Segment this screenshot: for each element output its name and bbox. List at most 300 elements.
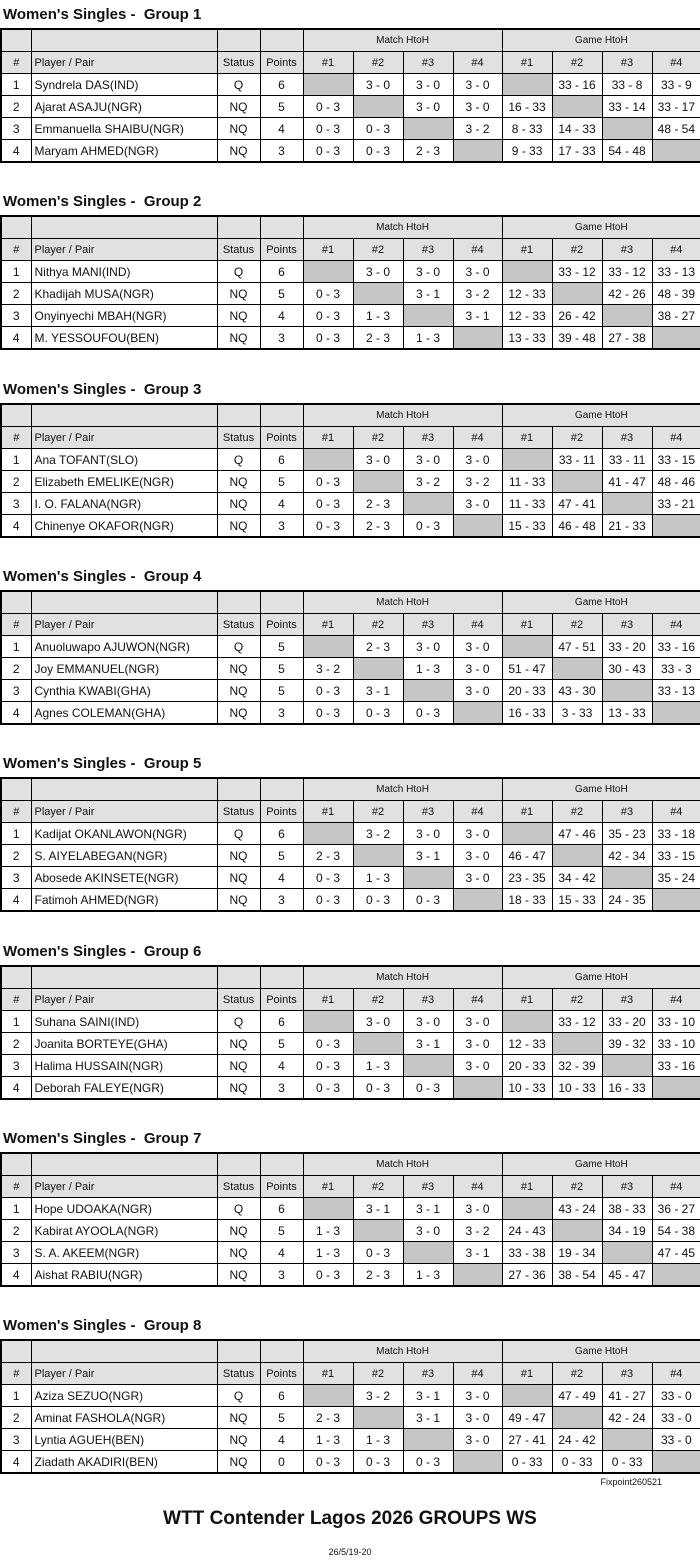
game-result-cell: 15 - 33	[552, 889, 602, 912]
match-result-cell: 3 - 1	[403, 845, 453, 867]
game-result-cell: 33 - 12	[602, 261, 652, 283]
game-result-cell: 8 - 33	[502, 118, 552, 140]
game-result-cell: 33 - 10	[652, 1011, 700, 1033]
header-spacer	[31, 778, 217, 801]
game-result-cell: 10 - 33	[552, 1077, 602, 1100]
player-header: Player / Pair	[31, 1176, 217, 1198]
match-result-cell: 3 - 0	[403, 1011, 453, 1033]
points-cell: 3	[260, 1077, 303, 1100]
game-result-cell: 33 - 15	[652, 449, 700, 471]
game-col-header: #4	[652, 1176, 700, 1198]
player-name: I. O. FALANA(NGR)	[31, 493, 217, 515]
rank-header: #	[1, 239, 31, 261]
points-header: Points	[260, 239, 303, 261]
match-col-header: #3	[403, 427, 453, 449]
game-result-cell: 47 - 41	[552, 493, 602, 515]
match-result-cell: 3 - 2	[353, 823, 403, 845]
player-name: Chinenye OKAFOR(NGR)	[31, 515, 217, 538]
game-result-cell: 46 - 47	[502, 845, 552, 867]
game-result-cell: 33 - 9	[652, 74, 700, 96]
points-cell: 0	[260, 1451, 303, 1474]
status-cell: NQ	[217, 1077, 260, 1100]
player-name: Lyntia AGUEH(BEN)	[31, 1429, 217, 1451]
table-row	[1, 74, 700, 96]
game-result-cell: 27 - 36	[502, 1264, 552, 1287]
game-result-cell: 45 - 47	[602, 1264, 652, 1287]
self-game-cell	[652, 140, 700, 163]
match-col-header: #4	[453, 427, 502, 449]
player-name: Emmanuella SHAIBU(NGR)	[31, 118, 217, 140]
game-result-cell: 12 - 33	[502, 1033, 552, 1055]
player-name: M. YESSOUFOU(BEN)	[31, 327, 217, 350]
game-col-header: #2	[552, 989, 602, 1011]
self-game-cell	[502, 636, 552, 658]
match-col-header: #2	[353, 1363, 403, 1385]
match-result-cell: 0 - 3	[303, 96, 353, 118]
points-cell: 3	[260, 327, 303, 350]
status-header: Status	[217, 801, 260, 823]
points-cell: 6	[260, 1198, 303, 1220]
header-row-columns	[1, 614, 700, 636]
self-match-cell	[303, 1011, 353, 1033]
match-col-header: #4	[453, 52, 502, 74]
table-row	[1, 118, 700, 140]
table-row	[1, 1033, 700, 1055]
match-result-cell: 1 - 3	[353, 1055, 403, 1077]
self-game-cell	[602, 1055, 652, 1077]
game-result-cell: 19 - 34	[552, 1242, 602, 1264]
game-result-cell: 13 - 33	[502, 327, 552, 350]
self-match-cell	[303, 1385, 353, 1407]
match-result-cell: 0 - 3	[353, 1242, 403, 1264]
rank-header: #	[1, 1176, 31, 1198]
points-cell: 6	[260, 1385, 303, 1407]
rank-cell: 1	[1, 1011, 31, 1033]
rank-cell: 1	[1, 74, 31, 96]
header-row-columns	[1, 52, 700, 74]
status-cell: NQ	[217, 867, 260, 889]
match-result-cell: 1 - 3	[353, 867, 403, 889]
game-result-cell: 13 - 33	[602, 702, 652, 725]
rank-cell: 1	[1, 636, 31, 658]
game-col-header: #4	[652, 614, 700, 636]
game-result-cell: 24 - 43	[502, 1220, 552, 1242]
points-header: Points	[260, 614, 303, 636]
match-col-header: #1	[303, 52, 353, 74]
table-row	[1, 471, 700, 493]
rank-cell: 4	[1, 702, 31, 725]
table-row	[1, 1407, 700, 1429]
match-htoh-header: Match HtoH	[303, 1340, 502, 1363]
self-match-cell	[403, 1055, 453, 1077]
match-result-cell: 0 - 3	[353, 1077, 403, 1100]
match-result-cell: 1 - 3	[303, 1220, 353, 1242]
rank-cell: 2	[1, 283, 31, 305]
points-cell: 3	[260, 140, 303, 163]
status-cell: NQ	[217, 1264, 260, 1287]
table-row	[1, 140, 700, 163]
match-result-cell: 0 - 3	[303, 1077, 353, 1100]
header-spacer	[1, 29, 31, 52]
self-match-cell	[353, 1033, 403, 1055]
rank-cell: 2	[1, 658, 31, 680]
table-row	[1, 493, 700, 515]
self-game-cell	[652, 1077, 700, 1100]
game-col-header: #1	[502, 1176, 552, 1198]
points-cell: 3	[260, 702, 303, 725]
game-result-cell: 33 - 11	[552, 449, 602, 471]
match-result-cell: 0 - 3	[403, 702, 453, 725]
header-spacer	[31, 216, 217, 239]
group-title: Women's Singles - Group 1	[3, 6, 202, 23]
match-result-cell: 3 - 0	[353, 74, 403, 96]
game-result-cell: 39 - 32	[602, 1033, 652, 1055]
points-cell: 5	[260, 636, 303, 658]
match-result-cell: 3 - 1	[403, 1407, 453, 1429]
header-spacer	[31, 1153, 217, 1176]
self-match-cell	[353, 96, 403, 118]
player-header: Player / Pair	[31, 801, 217, 823]
player-header: Player / Pair	[31, 239, 217, 261]
game-result-cell: 15 - 33	[502, 515, 552, 538]
self-game-cell	[602, 867, 652, 889]
match-result-cell: 3 - 0	[453, 680, 502, 702]
match-result-cell: 0 - 3	[353, 1451, 403, 1474]
match-result-cell: 3 - 0	[453, 1429, 502, 1451]
points-header: Points	[260, 52, 303, 74]
player-name: Aziza SEZUO(NGR)	[31, 1385, 217, 1407]
game-result-cell: 35 - 24	[652, 867, 700, 889]
self-game-cell	[552, 283, 602, 305]
rank-cell: 3	[1, 1055, 31, 1077]
match-result-cell: 0 - 3	[303, 140, 353, 163]
self-match-cell	[303, 636, 353, 658]
rank-cell: 3	[1, 867, 31, 889]
match-col-header: #3	[403, 239, 453, 261]
player-name: Nithya MANI(IND)	[31, 261, 217, 283]
rank-cell: 3	[1, 305, 31, 327]
table-row	[1, 261, 700, 283]
game-col-header: #1	[502, 52, 552, 74]
game-result-cell: 33 - 12	[552, 1011, 602, 1033]
tournament-title: WTT Contender Lagos 2026 GROUPS WS	[163, 1508, 537, 1529]
player-header: Player / Pair	[31, 989, 217, 1011]
rank-cell: 4	[1, 327, 31, 350]
match-col-header: #3	[403, 1363, 453, 1385]
points-cell: 6	[260, 1011, 303, 1033]
status-cell: Q	[217, 1198, 260, 1220]
game-result-cell: 43 - 24	[552, 1198, 602, 1220]
table-row	[1, 1220, 700, 1242]
match-result-cell: 1 - 3	[403, 327, 453, 350]
rank-cell: 1	[1, 1198, 31, 1220]
rank-cell: 3	[1, 1242, 31, 1264]
match-result-cell: 3 - 1	[453, 305, 502, 327]
points-header: Points	[260, 989, 303, 1011]
game-col-header: #3	[602, 239, 652, 261]
match-col-header: #2	[353, 614, 403, 636]
match-col-header: #1	[303, 427, 353, 449]
status-cell: NQ	[217, 140, 260, 163]
self-match-cell	[453, 889, 502, 912]
header-spacer	[31, 404, 217, 427]
game-result-cell: 11 - 33	[502, 493, 552, 515]
player-name: Agnes COLEMAN(GHA)	[31, 702, 217, 725]
self-match-cell	[303, 261, 353, 283]
points-cell: 5	[260, 1220, 303, 1242]
game-result-cell: 14 - 33	[552, 118, 602, 140]
match-result-cell: 3 - 1	[353, 680, 403, 702]
status-header: Status	[217, 1176, 260, 1198]
self-game-cell	[502, 1011, 552, 1033]
points-cell: 5	[260, 96, 303, 118]
self-match-cell	[453, 327, 502, 350]
match-col-header: #2	[353, 427, 403, 449]
match-col-header: #4	[453, 801, 502, 823]
status-cell: NQ	[217, 118, 260, 140]
status-cell: NQ	[217, 889, 260, 912]
self-game-cell	[652, 889, 700, 912]
header-spacer	[260, 778, 303, 801]
game-col-header: #1	[502, 1363, 552, 1385]
match-result-cell: 3 - 0	[403, 636, 453, 658]
game-htoh-header: Game HtoH	[502, 1340, 700, 1363]
match-result-cell: 2 - 3	[303, 1407, 353, 1429]
self-game-cell	[652, 515, 700, 538]
game-result-cell: 38 - 27	[652, 305, 700, 327]
points-cell: 3	[260, 889, 303, 912]
game-result-cell: 43 - 30	[552, 680, 602, 702]
match-col-header: #3	[403, 614, 453, 636]
match-result-cell: 3 - 0	[453, 1033, 502, 1055]
game-result-cell: 35 - 23	[602, 823, 652, 845]
player-name: Elizabeth EMELIKE(NGR)	[31, 471, 217, 493]
group-title: Women's Singles - Group 2	[3, 193, 202, 210]
player-name: Cynthia KWABI(GHA)	[31, 680, 217, 702]
self-game-cell	[552, 471, 602, 493]
game-result-cell: 10 - 33	[502, 1077, 552, 1100]
rank-cell: 2	[1, 96, 31, 118]
match-col-header: #4	[453, 614, 502, 636]
table-row	[1, 1077, 700, 1100]
game-col-header: #2	[552, 427, 602, 449]
player-name: Khadijah MUSA(NGR)	[31, 283, 217, 305]
match-htoh-header: Match HtoH	[303, 778, 502, 801]
header-row-columns	[1, 427, 700, 449]
points-cell: 4	[260, 118, 303, 140]
game-col-header: #4	[652, 989, 700, 1011]
rank-header: #	[1, 989, 31, 1011]
game-result-cell: 24 - 35	[602, 889, 652, 912]
match-result-cell: 0 - 3	[303, 327, 353, 350]
points-header: Points	[260, 1176, 303, 1198]
rank-header: #	[1, 1363, 31, 1385]
self-game-cell	[652, 1264, 700, 1287]
table-row	[1, 1264, 700, 1287]
game-col-header: #3	[602, 989, 652, 1011]
status-cell: NQ	[217, 658, 260, 680]
match-result-cell: 3 - 0	[453, 261, 502, 283]
header-row-columns	[1, 1363, 700, 1385]
match-result-cell: 2 - 3	[353, 515, 403, 538]
player-name: Maryam AHMED(NGR)	[31, 140, 217, 163]
player-name: Deborah FALEYE(NGR)	[31, 1077, 217, 1100]
match-result-cell: 3 - 1	[403, 1385, 453, 1407]
self-match-cell	[303, 1198, 353, 1220]
game-result-cell: 33 - 0	[652, 1429, 700, 1451]
header-row-columns	[1, 1176, 700, 1198]
game-result-cell: 47 - 45	[652, 1242, 700, 1264]
status-header: Status	[217, 52, 260, 74]
table-row	[1, 305, 700, 327]
table-row	[1, 702, 700, 725]
game-col-header: #2	[552, 239, 602, 261]
header-spacer	[31, 966, 217, 989]
header-row-groups	[1, 778, 700, 801]
match-htoh-header: Match HtoH	[303, 966, 502, 989]
match-result-cell: 2 - 3	[303, 845, 353, 867]
game-result-cell: 41 - 47	[602, 471, 652, 493]
status-cell: NQ	[217, 1429, 260, 1451]
game-result-cell: 30 - 43	[602, 658, 652, 680]
table-row	[1, 889, 700, 912]
match-result-cell: 3 - 1	[453, 1242, 502, 1264]
status-cell: NQ	[217, 1407, 260, 1429]
header-spacer	[260, 29, 303, 52]
self-game-cell	[502, 823, 552, 845]
game-result-cell: 17 - 33	[552, 140, 602, 163]
rank-cell: 2	[1, 471, 31, 493]
match-col-header: #1	[303, 239, 353, 261]
game-result-cell: 42 - 34	[602, 845, 652, 867]
table-row	[1, 449, 700, 471]
status-header: Status	[217, 239, 260, 261]
table-row	[1, 1429, 700, 1451]
self-match-cell	[453, 140, 502, 163]
header-row-columns	[1, 239, 700, 261]
rank-cell: 3	[1, 493, 31, 515]
match-result-cell: 3 - 0	[453, 493, 502, 515]
game-result-cell: 18 - 33	[502, 889, 552, 912]
self-match-cell	[403, 493, 453, 515]
header-row-groups	[1, 1153, 700, 1176]
points-cell: 3	[260, 1264, 303, 1287]
header-spacer	[260, 216, 303, 239]
game-result-cell: 48 - 46	[652, 471, 700, 493]
match-result-cell: 3 - 2	[453, 1220, 502, 1242]
self-match-cell	[303, 74, 353, 96]
group-title: Women's Singles - Group 8	[3, 1317, 202, 1334]
game-col-header: #4	[652, 427, 700, 449]
match-result-cell: 3 - 0	[453, 1198, 502, 1220]
status-cell: Q	[217, 636, 260, 658]
match-result-cell: 0 - 3	[303, 1264, 353, 1287]
self-match-cell	[353, 845, 403, 867]
table-row	[1, 283, 700, 305]
match-htoh-header: Match HtoH	[303, 591, 502, 614]
match-result-cell: 3 - 0	[453, 823, 502, 845]
game-col-header: #4	[652, 1363, 700, 1385]
status-cell: NQ	[217, 327, 260, 350]
game-col-header: #4	[652, 801, 700, 823]
self-game-cell	[652, 327, 700, 350]
match-result-cell: 3 - 1	[403, 1198, 453, 1220]
player-name: S. AIYELABEGAN(NGR)	[31, 845, 217, 867]
game-htoh-header: Game HtoH	[502, 1153, 700, 1176]
self-match-cell	[353, 1407, 403, 1429]
player-name: S. A. AKEEM(NGR)	[31, 1242, 217, 1264]
table-row	[1, 1198, 700, 1220]
points-header: Points	[260, 1363, 303, 1385]
game-result-cell: 33 - 8	[602, 74, 652, 96]
match-result-cell: 3 - 0	[453, 658, 502, 680]
game-result-cell: 51 - 47	[502, 658, 552, 680]
points-cell: 4	[260, 1242, 303, 1264]
status-cell: NQ	[217, 1220, 260, 1242]
match-htoh-header: Match HtoH	[303, 1153, 502, 1176]
points-header: Points	[260, 801, 303, 823]
status-cell: NQ	[217, 680, 260, 702]
match-result-cell: 3 - 2	[453, 283, 502, 305]
self-match-cell	[453, 1451, 502, 1474]
game-col-header: #3	[602, 801, 652, 823]
self-game-cell	[602, 118, 652, 140]
group-title: Women's Singles - Group 7	[3, 1130, 202, 1147]
game-col-header: #1	[502, 989, 552, 1011]
game-result-cell: 38 - 54	[552, 1264, 602, 1287]
player-name: Ajarat ASAJU(NGR)	[31, 96, 217, 118]
points-cell: 4	[260, 867, 303, 889]
match-result-cell: 1 - 3	[403, 1264, 453, 1287]
points-cell: 5	[260, 471, 303, 493]
game-col-header: #3	[602, 1176, 652, 1198]
header-spacer	[31, 591, 217, 614]
table-row	[1, 823, 700, 845]
group-title: Women's Singles - Group 4	[3, 568, 202, 585]
rank-header: #	[1, 427, 31, 449]
points-cell: 4	[260, 1429, 303, 1451]
player-name: Aishat RABIU(NGR)	[31, 1264, 217, 1287]
self-match-cell	[353, 283, 403, 305]
self-game-cell	[602, 305, 652, 327]
game-result-cell: 42 - 26	[602, 283, 652, 305]
header-spacer	[1, 216, 31, 239]
points-cell: 6	[260, 823, 303, 845]
game-htoh-header: Game HtoH	[502, 778, 700, 801]
match-result-cell: 0 - 3	[303, 1055, 353, 1077]
rank-cell: 4	[1, 1451, 31, 1474]
game-col-header: #2	[552, 1363, 602, 1385]
table-row	[1, 1451, 700, 1474]
match-col-header: #2	[353, 1176, 403, 1198]
game-result-cell: 33 - 20	[602, 1011, 652, 1033]
match-result-cell: 0 - 3	[353, 140, 403, 163]
match-col-header: #2	[353, 52, 403, 74]
match-result-cell: 1 - 3	[403, 658, 453, 680]
match-result-cell: 3 - 0	[453, 1407, 502, 1429]
status-cell: NQ	[217, 471, 260, 493]
self-game-cell	[602, 1429, 652, 1451]
status-cell: Q	[217, 74, 260, 96]
game-result-cell: 33 - 15	[652, 845, 700, 867]
game-result-cell: 33 - 13	[652, 680, 700, 702]
table-row	[1, 1055, 700, 1077]
game-col-header: #3	[602, 52, 652, 74]
player-name: Hope UDOAKA(NGR)	[31, 1198, 217, 1220]
game-result-cell: 12 - 33	[502, 283, 552, 305]
points-cell: 5	[260, 1407, 303, 1429]
rank-cell: 4	[1, 515, 31, 538]
